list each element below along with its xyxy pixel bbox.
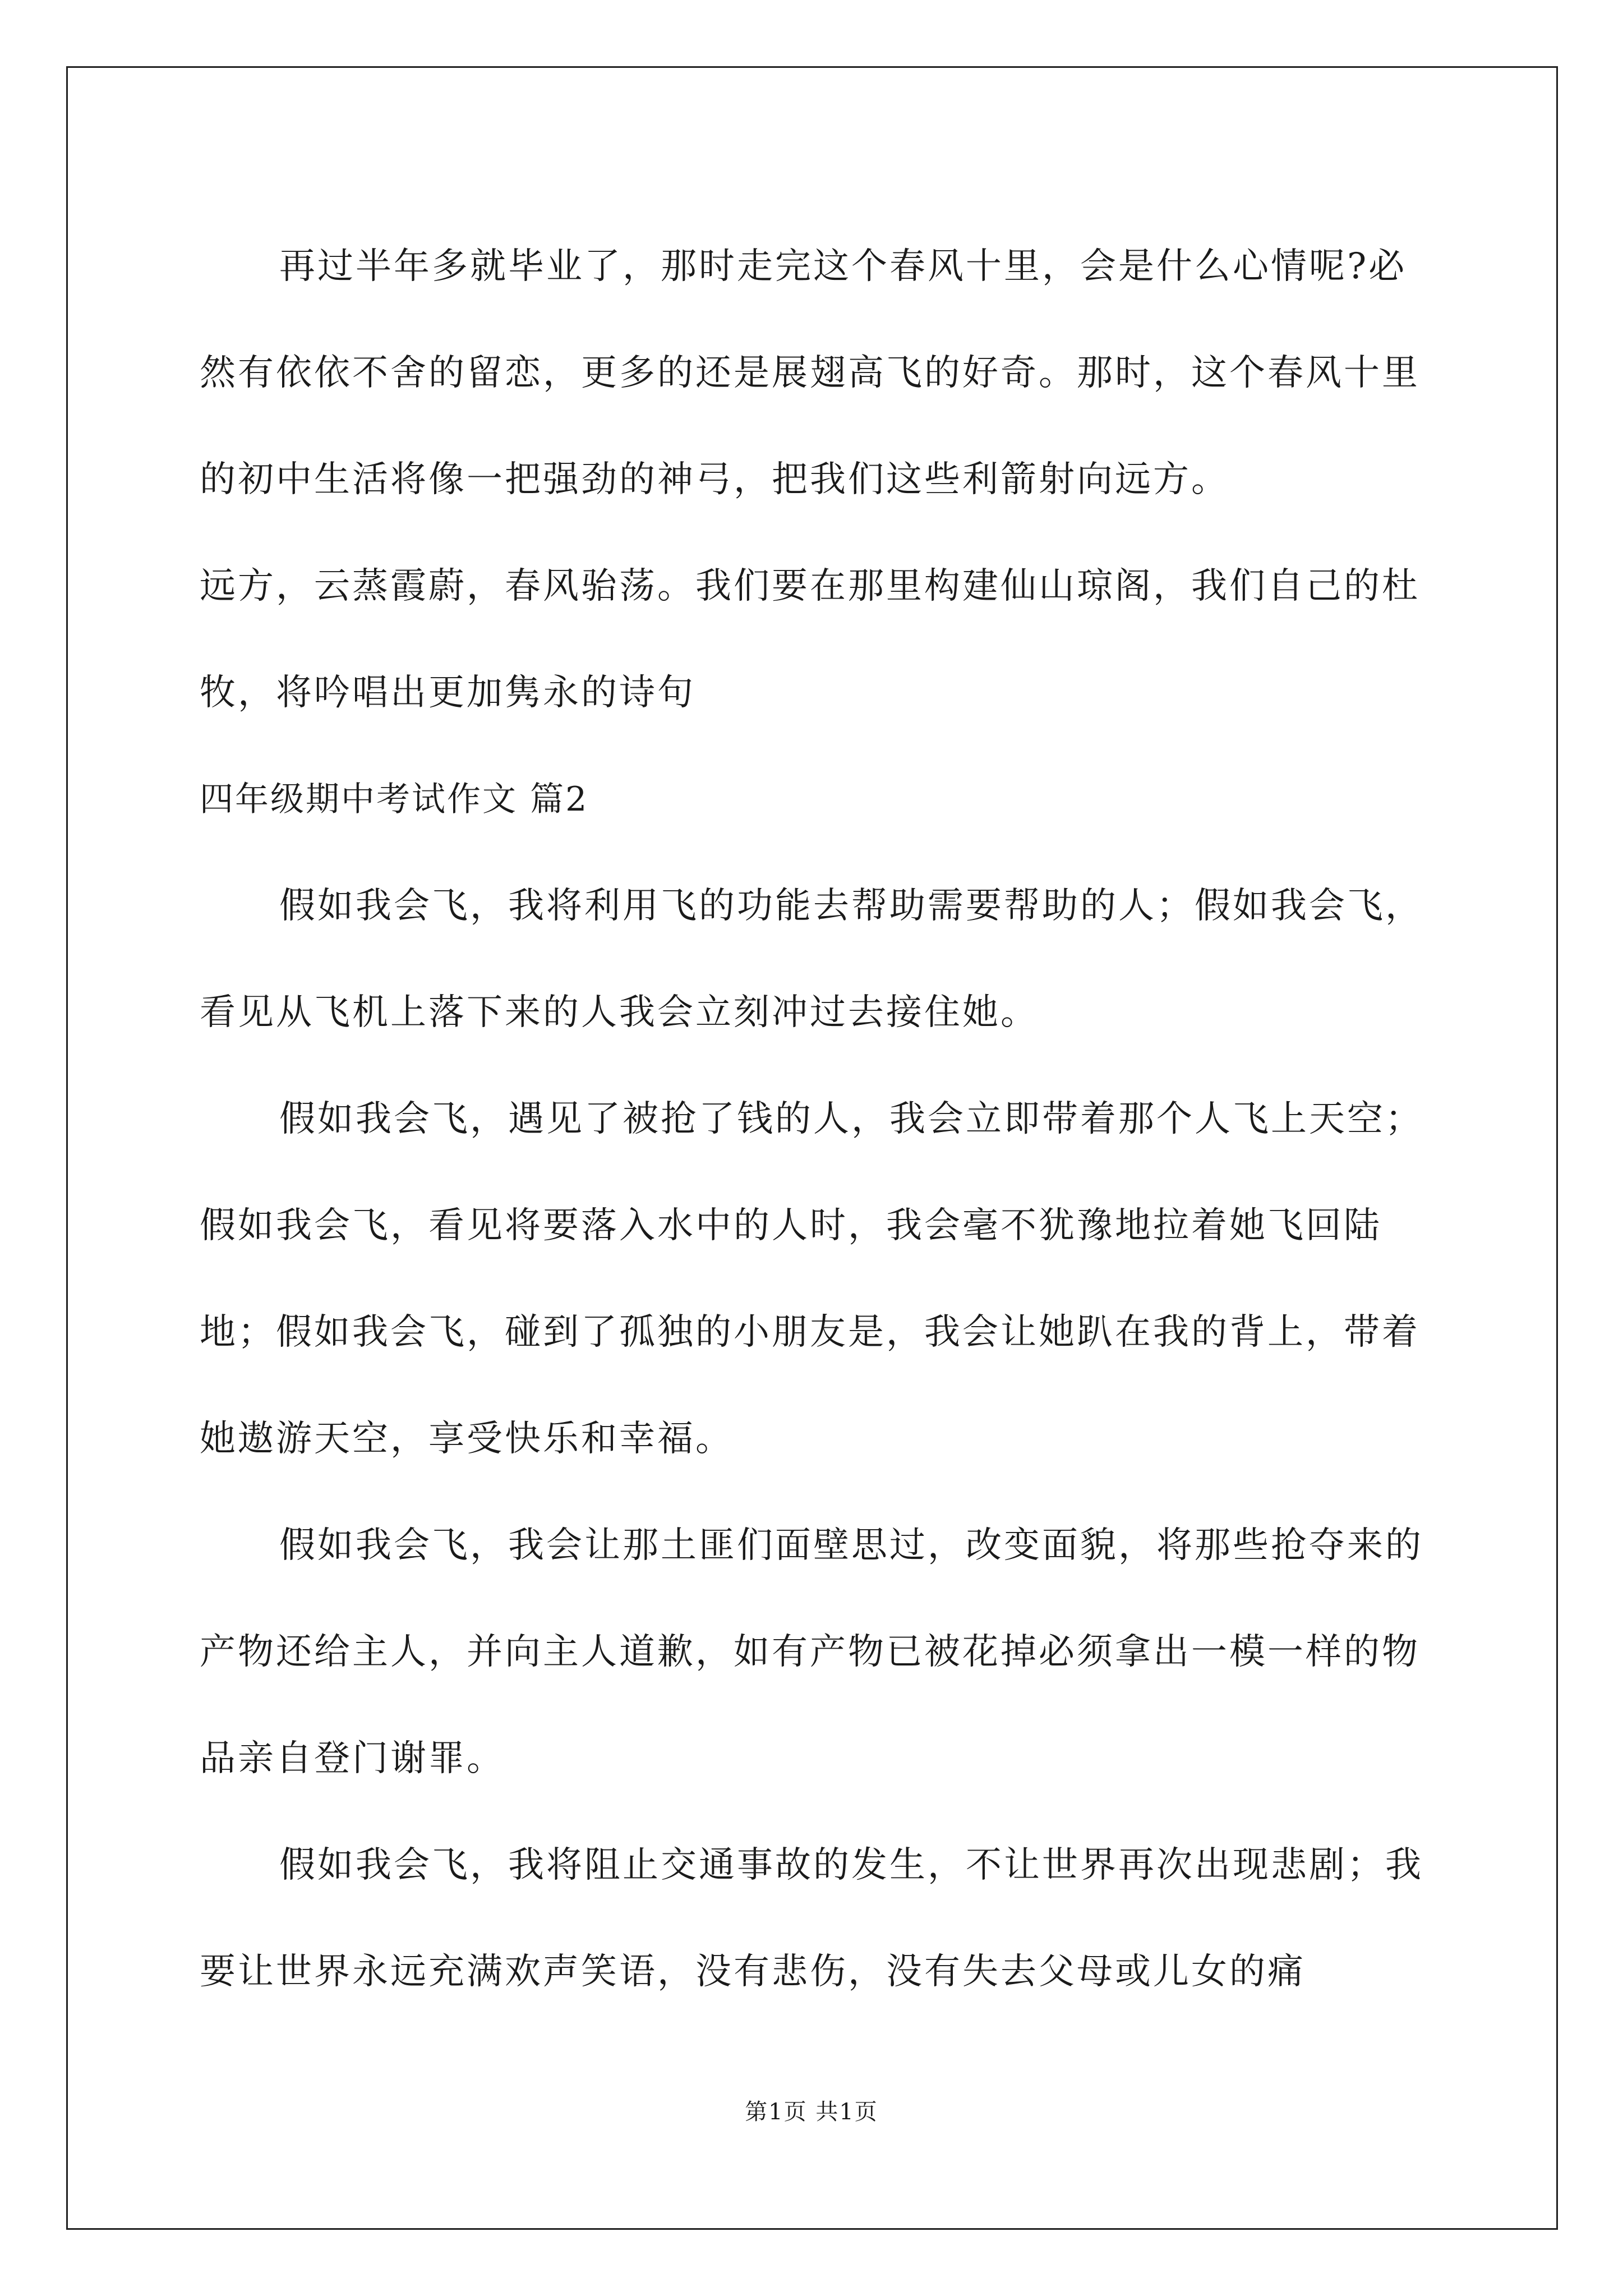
paragraph-graduation: 再过半年多就毕业了，那时走完这个春风十里，会是什么心情呢?必然有依依不舍的留恋，更多的还是展翅高飞的好奇。那时，这个春风十里的初中生活将像一把强劲的神弓，把我们这些利箭射向远方。 [200, 246, 1420, 500]
section-title: 四年级期中考试作文 篇2 [200, 780, 589, 819]
document-body [200, 213, 1433, 2025]
paragraph-if-i-could-fly-4: 假如我会飞，我将阻止交通事故的发生，不让世界再次出现悲剧；我要让世界永远充满欢声笑语，没有悲伤，没有失去父母或儿女的痛 [200, 1844, 1423, 1993]
paragraph-if-i-could-fly-3: 假如我会飞，我会让那土匪们面壁思过，改变面貌，将那些抢夺来的产物还给主人，并向主人道歉，如有产物已被花掉必须拿出一模一样的物品亲自登门谢罪。 [200, 1525, 1423, 1779]
paragraph-if-i-could-fly-2: 假如我会飞，遇见了被抢了钱的人，我会立即带着那个人飞上天空；假如我会飞，看见将要落入水中的人时，我会毫不犹豫地拉着她飞回陆地；假如我会飞，碰到了孤独的小朋友是，我会让她趴在我的背上，带着她遨游天空，享受快乐和幸福。 [200, 1098, 1423, 1460]
paragraph-if-i-could-fly-1: 假如我会飞，我将利用飞的功能去帮助需要帮助的人；假如我会飞，看见从飞机上落下来的人我会立刻冲过去接住她。 [200, 885, 1423, 1033]
paragraph-far-away: 远方，云蒸霞蔚，春风骀荡。我们要在那里构建仙山琼阁，我们自己的杜牧，将吟唱出更加隽永的诗句 [200, 565, 1420, 714]
page-footer: 第1页 共1页 [745, 2099, 878, 2125]
